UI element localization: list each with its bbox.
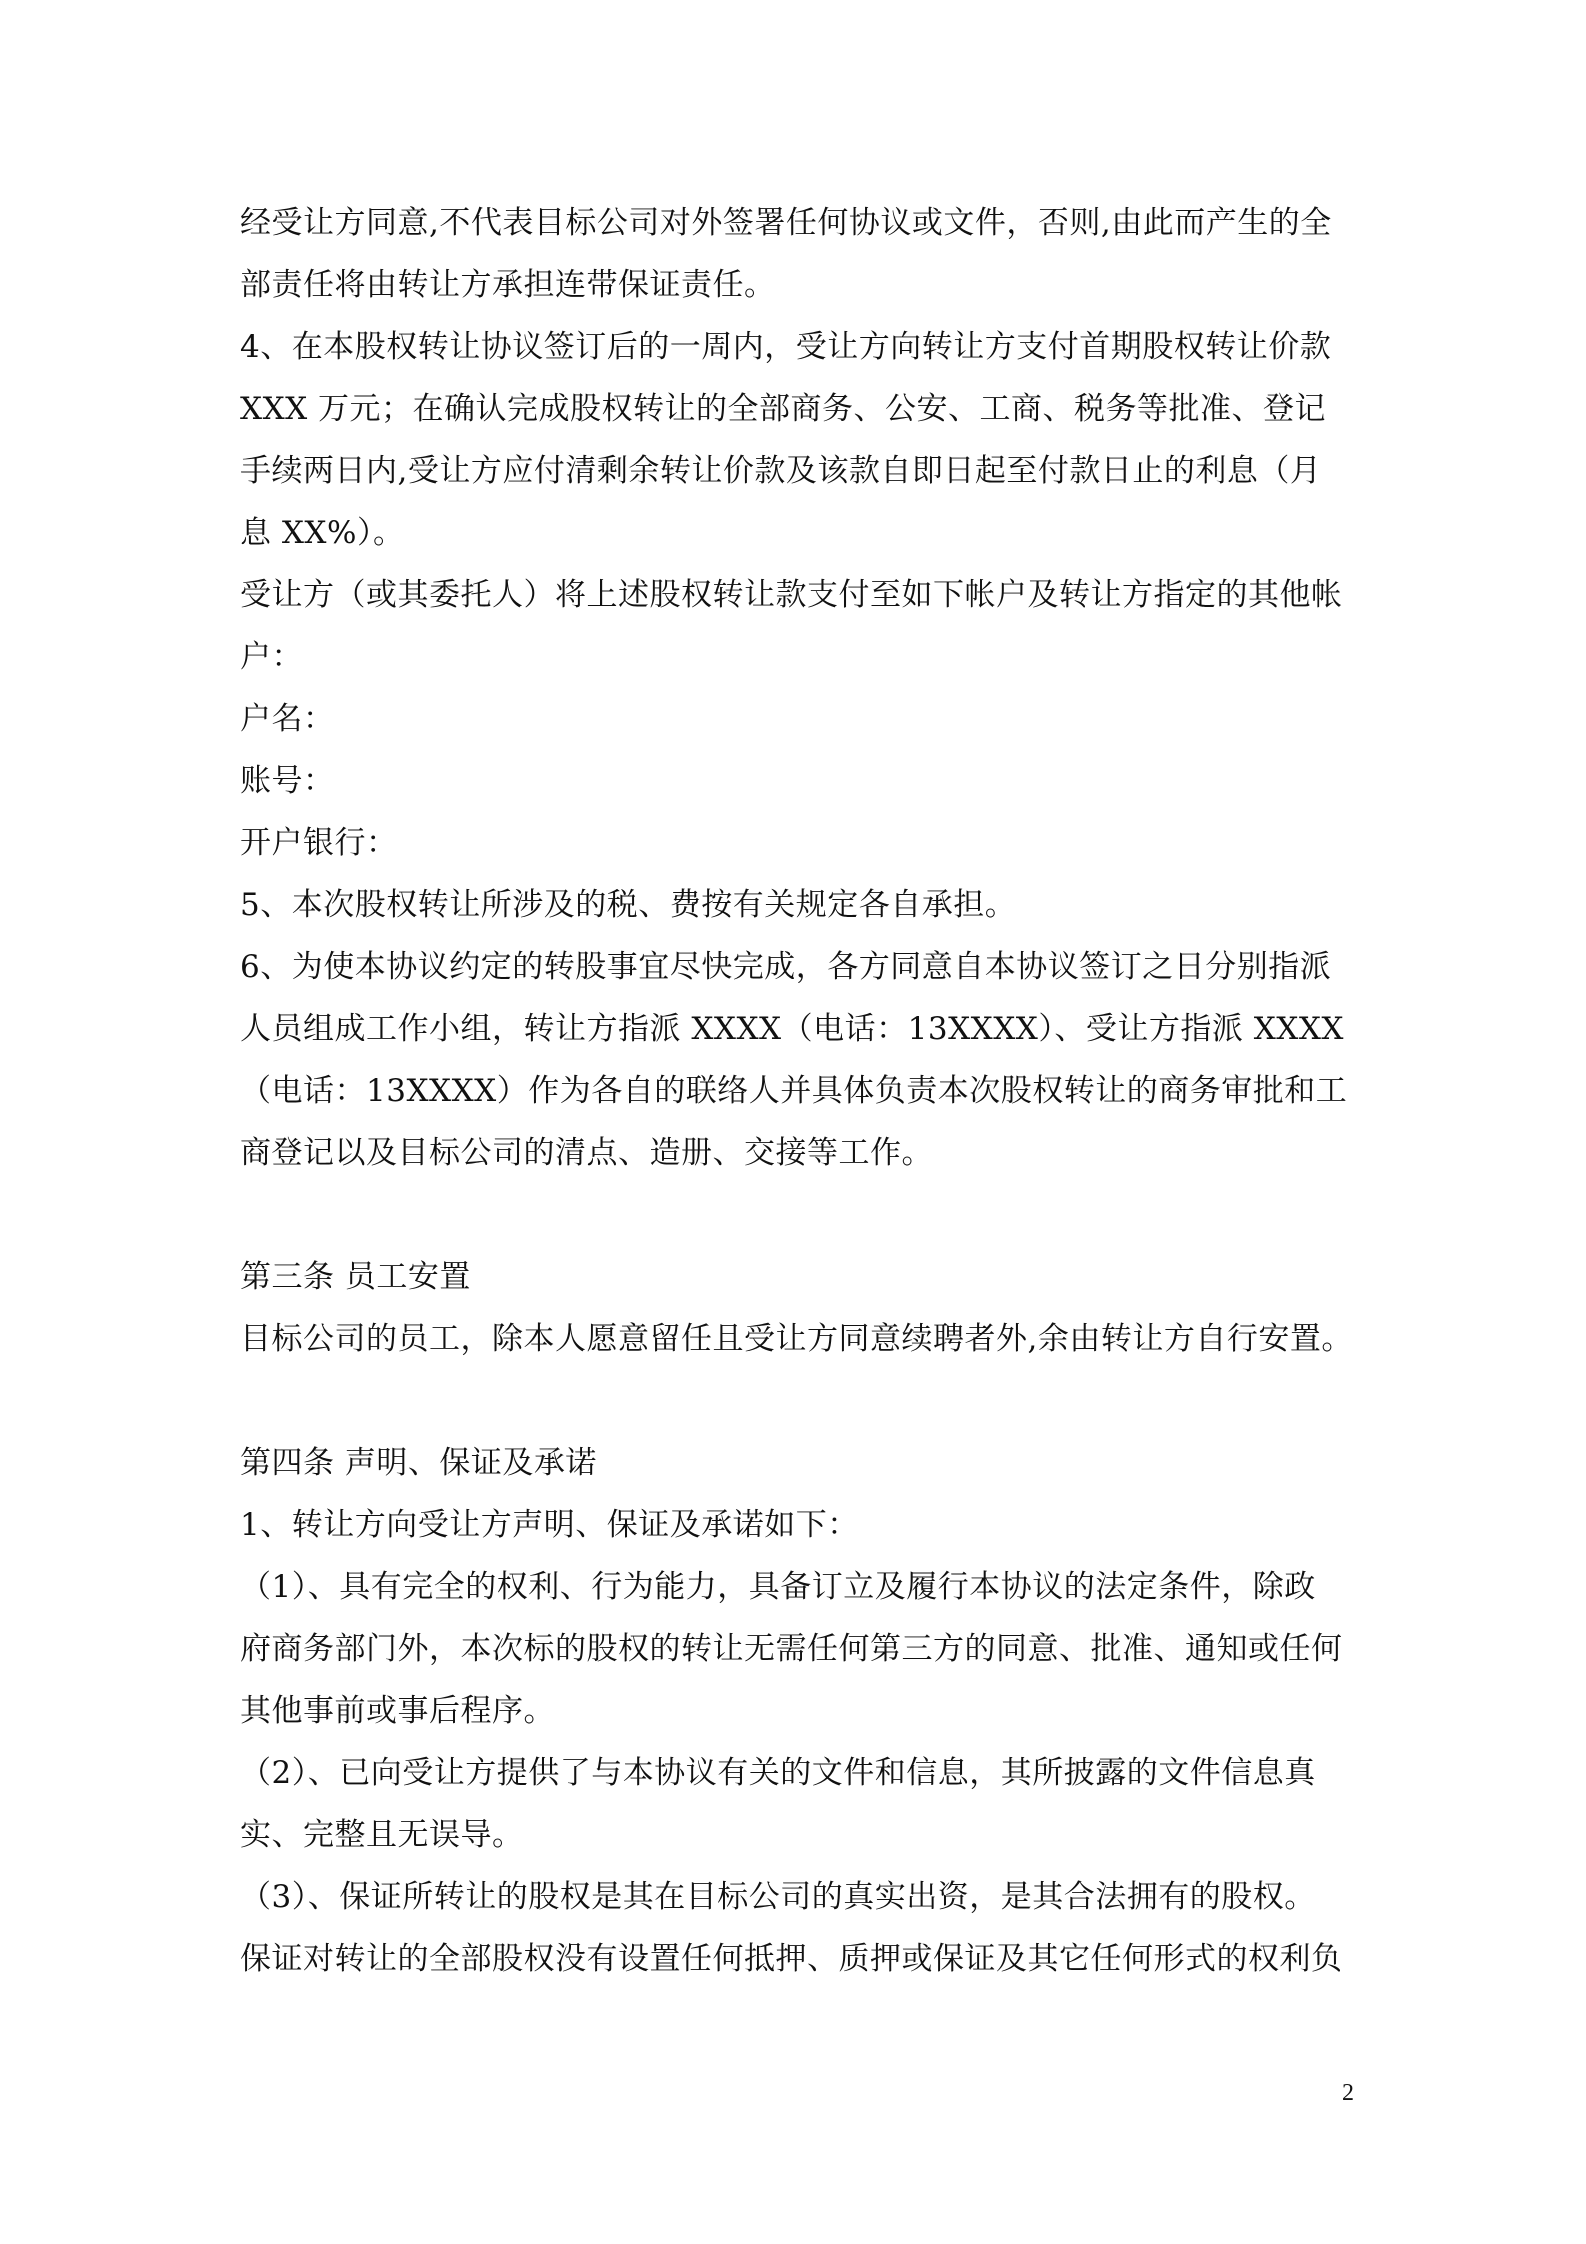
text-line: 经受让方同意,不代表目标公司对外签署任何协议或文件，否则,由此而产生的全 xyxy=(240,205,1332,241)
article-4-body xyxy=(240,1494,1360,1990)
text-line: 开户银行： xyxy=(240,825,398,861)
document-body xyxy=(240,192,1360,1990)
text-line: 息 XX%）。 xyxy=(240,515,405,551)
text-line: 账号： xyxy=(240,763,335,799)
text-line: 实、完整且无误导。 xyxy=(240,1817,524,1853)
paragraph-block-1 xyxy=(240,192,1360,1184)
text-line: 户： xyxy=(240,639,303,675)
text-line: （2）、已向受让方提供了与本协议有关的文件和信息，其所披露的文件信息真 xyxy=(240,1755,1316,1791)
page-number: 2 xyxy=(1342,2080,1354,2106)
text-line: 手续两日内,受让方应付清剩余转让价款及该款自即日起至付款日止的利息（月 xyxy=(240,453,1322,489)
text-line: 部责任将由转让方承担连带保证责任。 xyxy=(240,267,776,303)
text-line: 6、为使本协议约定的转股事宜尽快完成，各方同意自本协议签订之日分别指派 xyxy=(240,949,1332,985)
text-line: （1）、具有完全的权利、行为能力，具备订立及履行本协议的法定条件，除政 xyxy=(240,1569,1316,1605)
text-line: 1、转让方向受让方声明、保证及承诺如下： xyxy=(240,1507,859,1543)
text-line: 府商务部门外，本次标的股权的转让无需任何第三方的同意、批准、通知或任何 xyxy=(240,1631,1343,1667)
text-line: 其他事前或事后程序。 xyxy=(240,1693,555,1729)
section-spacer xyxy=(240,1370,1360,1432)
text-line: 保证对转让的全部股权没有设置任何抵押、质押或保证及其它任何形式的权利负 xyxy=(240,1941,1343,1977)
text-line: （电话：13XXXX）作为各自的联络人并具体负责本次股权转让的商务审批和工 xyxy=(240,1073,1348,1109)
text-line: 目标公司的员工，除本人愿意留任且受让方同意续聘者外,余由转让方自行安置。 xyxy=(240,1321,1353,1357)
text-line: 户名： xyxy=(240,701,335,737)
text-line: （3）、保证所转让的股权是其在目标公司的真实出资，是其合法拥有的股权。 xyxy=(240,1879,1316,1915)
section-spacer xyxy=(240,1184,1360,1246)
article-4-heading: 第四条 声明、保证及承诺 xyxy=(240,1445,597,1481)
text-line: 受让方（或其委托人）将上述股权转让款支付至如下帐户及转让方指定的其他帐 xyxy=(240,577,1343,613)
text-line: 5、本次股权转让所涉及的税、费按有关规定各自承担。 xyxy=(240,887,1017,923)
text-line: 人员组成工作小组，转让方指派 XXXX（电话：13XXXX）、受让方指派 XXXX xyxy=(240,1011,1344,1047)
text-line: XXX 万元；在确认完成股权转让的全部商务、公安、工商、税务等批准、登记 xyxy=(240,391,1327,427)
text-line: 商登记以及目标公司的清点、造册、交接等工作。 xyxy=(240,1135,933,1171)
article-3-heading: 第三条 员工安置 xyxy=(240,1259,471,1295)
text-line: 4、在本股权转让协议签订后的一周内，受让方向转让方支付首期股权转让价款 xyxy=(240,329,1332,365)
